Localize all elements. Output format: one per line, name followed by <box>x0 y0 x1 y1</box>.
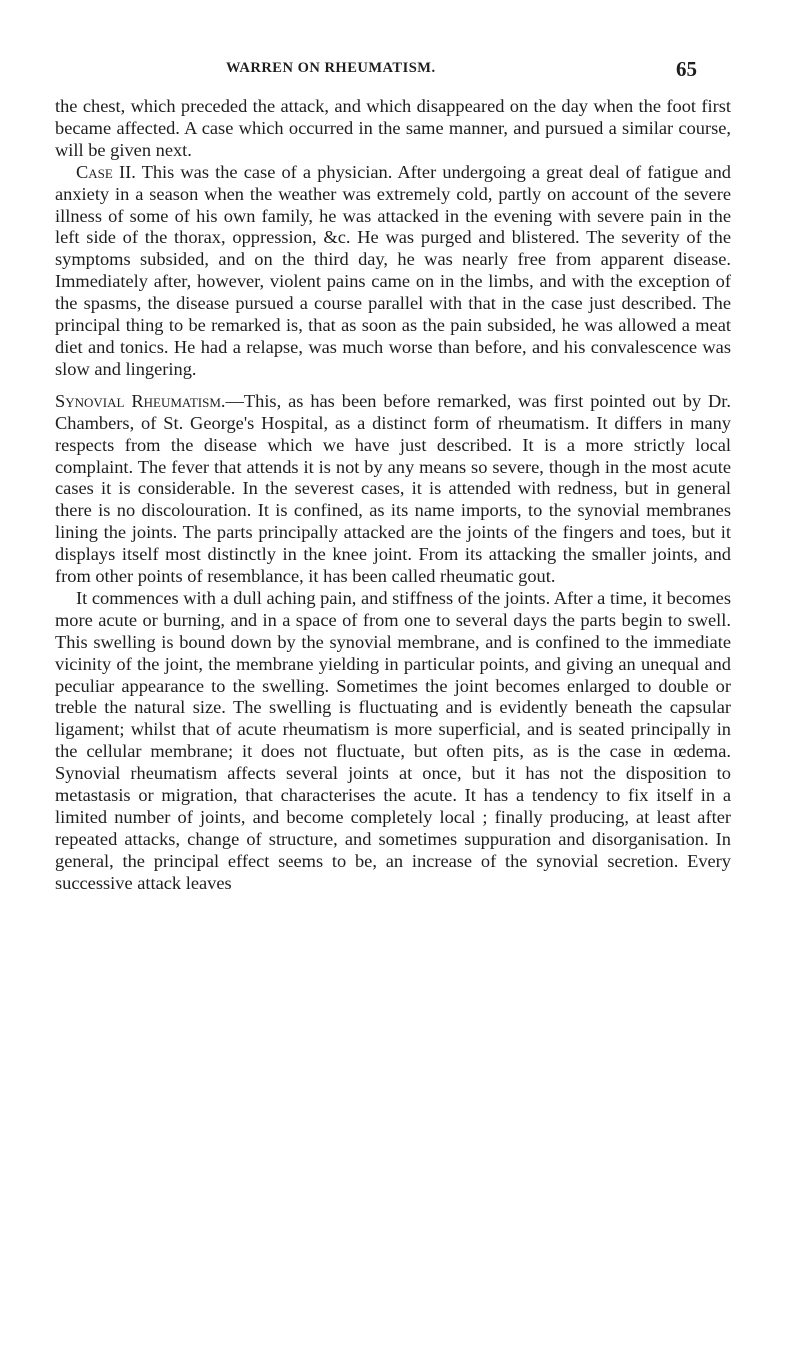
section-heading: Synovial Rheumatism. <box>55 390 226 411</box>
running-head: WARREN ON RHEUMATISM. <box>226 60 436 76</box>
paragraph-text: This was the case of a physician. After undergoing a great deal of fatigue and anxiety in a season when the weather was extremely cold, partly on account of the severe illness of some of his own family, he was attacked in the evening with severe pain in the left side of the thorax, oppression, &c. He was purged and blistered. The severity of the symptoms subsided, and on the third day, he was nearly free from apparent disease. Immediately after, however, violent pains came on in the limbs, and with the exception of the spasms, the disease pursued a course parallel with that in the case just described. The principal thing to be remarked is, that as soon as the pain subsided, he was allowed a meat diet and tonics. He had a relapse, was much worse than before, and his convalescence was slow and lingering. <box>55 161 731 379</box>
page-header <box>0 57 800 82</box>
paragraph-symptoms <box>55 588 731 895</box>
case-heading: Case II. <box>76 161 136 182</box>
paragraph-text: —This, as has been before remarked, was first pointed out by Dr. Chambers, of St. George's Hospital, as a distinct form of rheumatism. It differs in many respects from the disease which we have just described. It is a more strictly local complaint. The fever that attends it is not by any means so severe, though in the most acute cases it is considerable. In the severest cases, it is attended with redness, but in general there is no discolouration. It is confined, as its name imports, to the synovial membranes lining the joints. The parts principally attacked are the joints of the fingers and toes, but it displays itself most distinctly in the knee joint. From its attacking the smaller joints, and from other points of resemblance, it has been called rheumatic gout. <box>55 390 731 587</box>
page-number: 65 <box>676 57 697 81</box>
body-text <box>55 96 731 895</box>
paragraph-text: the chest, which preceded the attack, and which disappeared on the day when the foot first became affected. A case which occurred in the same manner, and pursued a similar course, will be given next. <box>55 96 731 160</box>
paragraph-case-ii <box>55 162 731 381</box>
paragraph-continued <box>55 96 731 162</box>
paragraph-synovial-rheumatism <box>55 391 731 588</box>
paragraph-text: It commences with a dull aching pain, and stiffness of the joints. After a time, it becomes more acute or burning, and in a space of from one to several days the parts begin to swell. This swelling is bound down by the synovial membrane, and is confined to the immediate vicinity of the joint, the membrane yielding in particular points, and giving an unequal and peculiar appearance to the swelling. Sometimes the joint becomes enlarged to double or treble the natural size. The swelling is fluctuating and is evidently beneath the capsular ligament; whilst that of acute rheumatism is more superficial, and is seated principally in the cellular membrane; it does not fluctuate, but often pits, as is the case in œdema. Synovial rheumatism affects several joints at once, but it has not the disposition to metastasis or migration, that characterises the acute. It has a tendency to fix itself in a limited number of joints, and become completely local ; finally producing, at least after repeated attacks, change of structure, and sometimes suppuration and disorganisation. In general, the principal effect seems to be, an increase of the synovial secretion. Every successive attack leaves <box>55 587 731 893</box>
